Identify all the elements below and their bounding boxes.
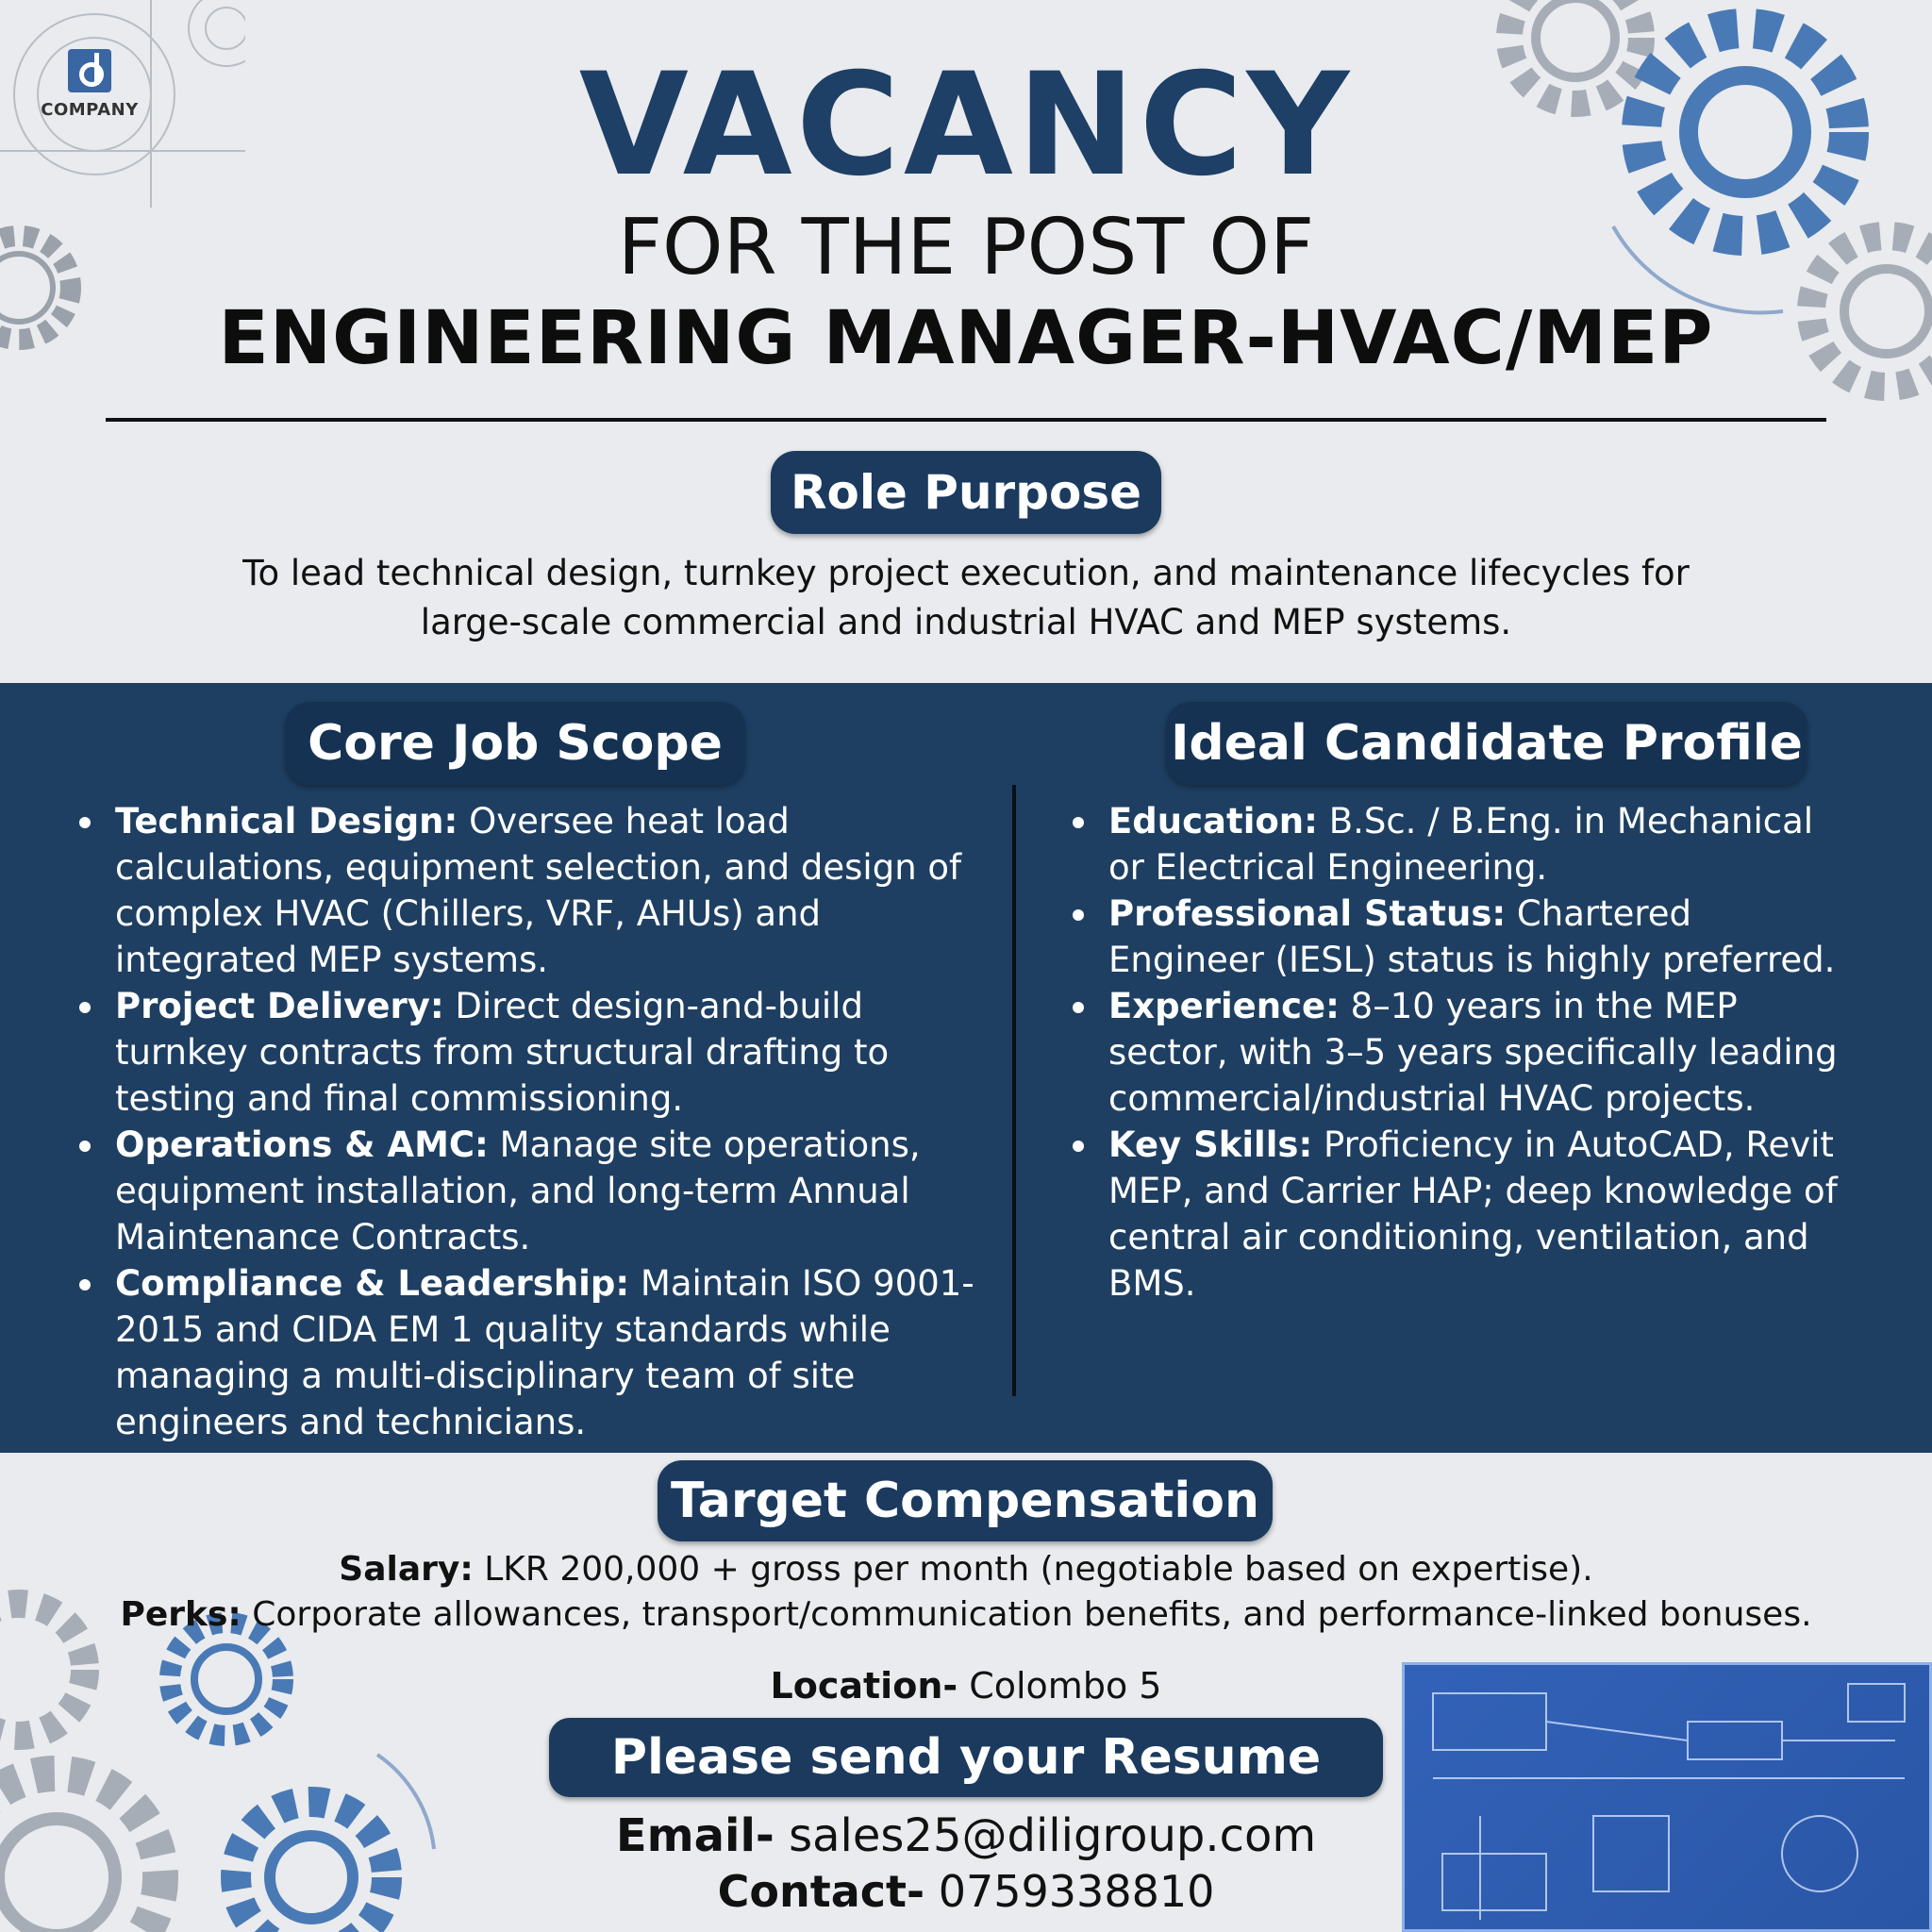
post-title: ENGINEERING MANAGER-HVAC/MEP [218,296,1714,381]
item-text: Direct design-and-build turnkey contracts from structural drafting to testing and final commissioning. [115,986,890,1119]
role-purpose-heading: Role Purpose [771,451,1161,534]
list-item [1073,1122,1856,1307]
ideal-candidate-profile-list [1073,798,1856,1307]
header-divider [106,418,1826,422]
item-text: 8–10 years in the MEP sector, with 3–5 years specifically leading commercial/industrial HVAC projects. [1108,986,1838,1119]
contact-value[interactable]: 0759338810 [924,1866,1215,1917]
salary-line [0,1550,1932,1589]
for-the-post-of: FOR THE POST OF [617,203,1315,292]
item-label: Project Delivery: [115,986,444,1026]
perks-text: Corporate allowances, transport/communication benefits, and performance-linked bonuses. [241,1595,1812,1634]
item-text: B.Sc. / B.Eng. in Mechanical or Electrical Engineering. [1108,801,1814,888]
item-text: Maintain ISO 9001-2015 and CIDA EM 1 quality standards while managing a multi-disciplinary team of site engineers and technicians. [115,1263,974,1442]
salary-text: LKR 200,000 + gross per month (negotiable based on expertise). [473,1550,1593,1589]
role-purpose-line: To lead technical design, turnkey project execution, and maintenance lifecycles for [242,553,1690,593]
list-item [1073,983,1856,1122]
item-label: Technical Design: [115,801,458,841]
item-text: Chartered Engineer (IESL) status is highly preferred. [1108,893,1836,980]
core-job-scope-heading: Core Job Scope [285,702,745,785]
contact-line [0,1866,1932,1917]
location-label: Location- [770,1665,958,1707]
ideal-candidate-profile-heading: Ideal Candidate Profile [1166,702,1807,785]
item-label: Operations & AMC: [115,1124,489,1165]
list-item [1073,798,1856,891]
list-item [79,798,1004,983]
perks-label: Perks: [120,1595,242,1634]
salary-label: Salary: [339,1550,474,1589]
item-label: Compliance & Leadership: [115,1263,630,1304]
email-value[interactable]: sales25@diligroup.com [774,1809,1317,1862]
email-label: Email- [615,1809,774,1862]
item-label: Key Skills: [1108,1124,1313,1165]
column-divider [1012,785,1016,1396]
role-purpose-line: large-scale commercial and industrial HVAC and MEP systems. [420,602,1512,642]
item-text: Proficiency in AutoCAD, Revit MEP, and Carrier HAP; deep knowledge of central air conditioning, ventilation, and BMS. [1108,1124,1838,1304]
item-label: Experience: [1108,986,1340,1026]
vacancy-title: VACANCY [578,43,1354,208]
contact-label: Contact- [717,1866,925,1917]
item-text: Oversee heat load calculations, equipment selection, and design of complex HVAC (Chillers, VRF, AHUs) and integrated MEP systems. [115,801,962,980]
target-compensation-heading: Target Compensation [658,1460,1273,1541]
company-name: COMPANY [41,100,139,120]
perks-line [0,1595,1932,1634]
role-purpose-text [142,549,1790,647]
email-line [0,1809,1932,1862]
item-label: Professional Status: [1108,893,1507,934]
list-item [79,1260,1004,1445]
item-text: Manage site operations, equipment installation, and long-term Annual Maintenance Contracts. [115,1124,921,1257]
location-value: Colombo 5 [958,1665,1162,1707]
item-label: Education: [1108,801,1318,841]
core-job-scope-list [79,798,1004,1445]
list-item [79,983,1004,1122]
location-line [0,1665,1932,1707]
send-resume-heading: Please send your Resume [549,1718,1383,1797]
list-item [1073,891,1856,983]
list-item [79,1122,1004,1260]
